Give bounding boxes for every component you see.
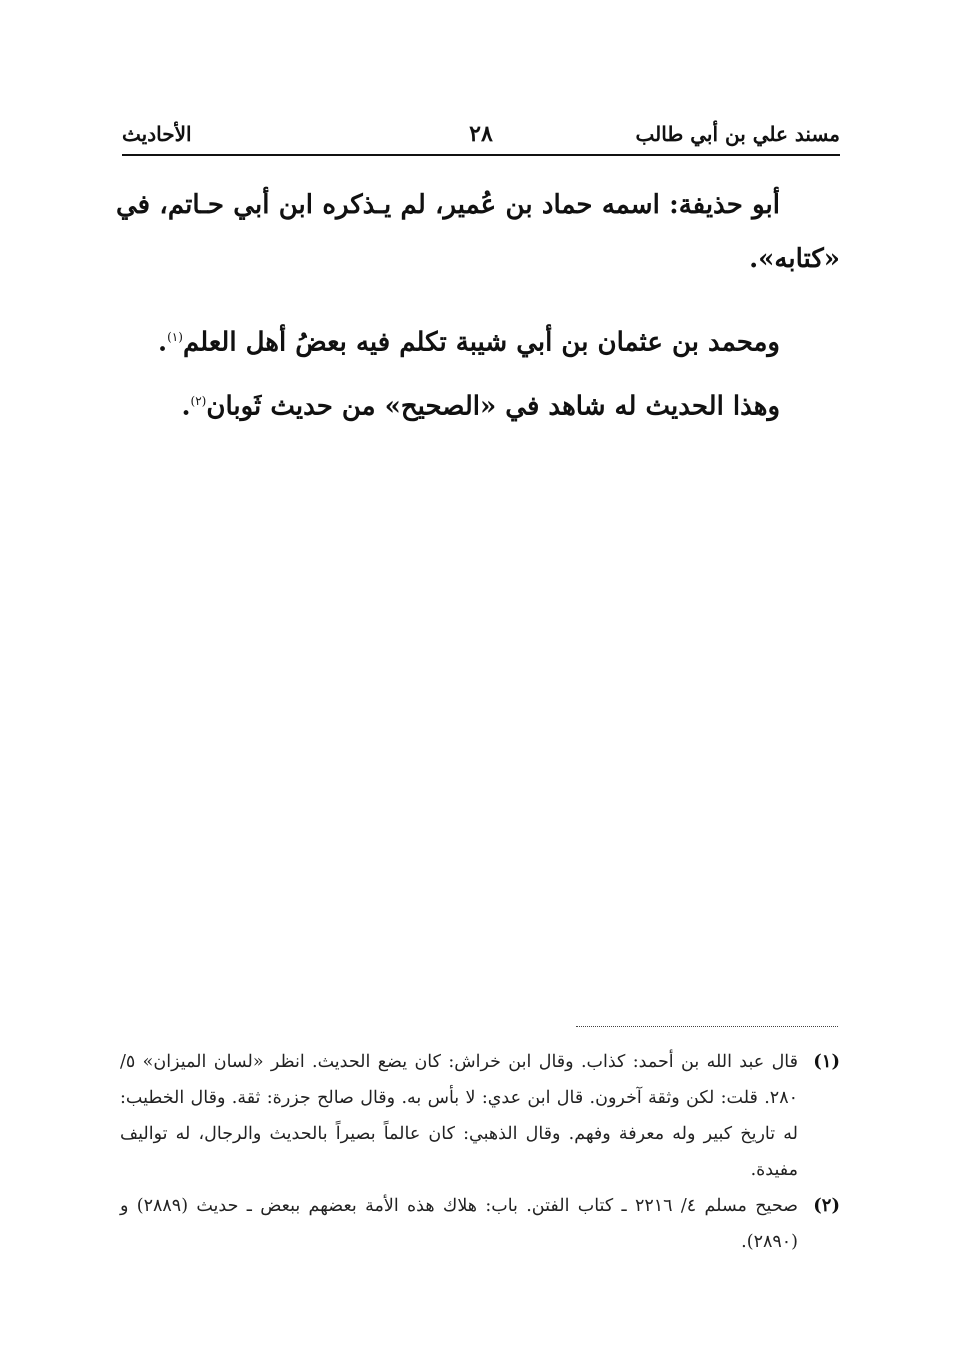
footnotes bbox=[120, 1044, 840, 1260]
paragraph-muhammad-ibn-uthman bbox=[116, 310, 840, 370]
book-title: مسند علي بن أبي طالب bbox=[635, 122, 840, 146]
footnote-number: (١) bbox=[813, 1051, 840, 1072]
footnote-ref-1[interactable]: (١) bbox=[167, 330, 183, 344]
paragraph-shahid bbox=[116, 374, 840, 434]
section-title: الأحاديث bbox=[122, 122, 192, 146]
paragraph-text: ومحمد بن عثمان بن أبي شيبة تكلم فيه بعضُ أهل العلم bbox=[182, 327, 780, 358]
paragraph-end: . bbox=[158, 327, 168, 358]
footnote-text: صحيح مسلم ٤/ ٢٢١٦ ـ كتاب الفتن. باب: هلاك هذه الأمة بعضهم ببعض ـ حديث (٢٨٨٩) و (٢٨٩٠). bbox=[120, 1196, 798, 1252]
footnote-ref-2[interactable]: (٢) bbox=[190, 393, 207, 408]
footnote-separator bbox=[576, 1026, 838, 1027]
paragraph-text: وهذا الحديث له شاهد في «الصحيح» من حديث ثَوبان bbox=[206, 391, 780, 422]
footnote-2 bbox=[120, 1188, 840, 1260]
footnote-1 bbox=[120, 1044, 840, 1188]
paragraph-abu-hudhayfa: أبو حذيفة: اسمه حماد بن عُمير، لم يـذكره ابن أبي حـاتم، في «كتابه». bbox=[116, 190, 840, 274]
page-number: ٢٨ bbox=[469, 121, 493, 147]
footnote-number: (٢) bbox=[813, 1195, 840, 1216]
running-head bbox=[122, 116, 840, 152]
footnote-text: قال عبد الله بن أحمد: كذاب. وقال ابن خراش: كان يضع الحديث. انظر «لسان الميزان» ٥/ ٢٨٠. قلت: لكن وثقة آخرون. قال ابن عدي: لا بأس به. وقال صالح جزرة: ثقة. وقال الخطيب: له تاريخ كبير وله معرفة وفهم. وقال الذهبي: كان عالماً بصيراً بالحديث والرجال، له تواليف مفيدة. bbox=[120, 1052, 798, 1180]
header-rule bbox=[122, 154, 840, 156]
paragraph-end: . bbox=[181, 391, 191, 422]
main-text bbox=[116, 178, 840, 433]
